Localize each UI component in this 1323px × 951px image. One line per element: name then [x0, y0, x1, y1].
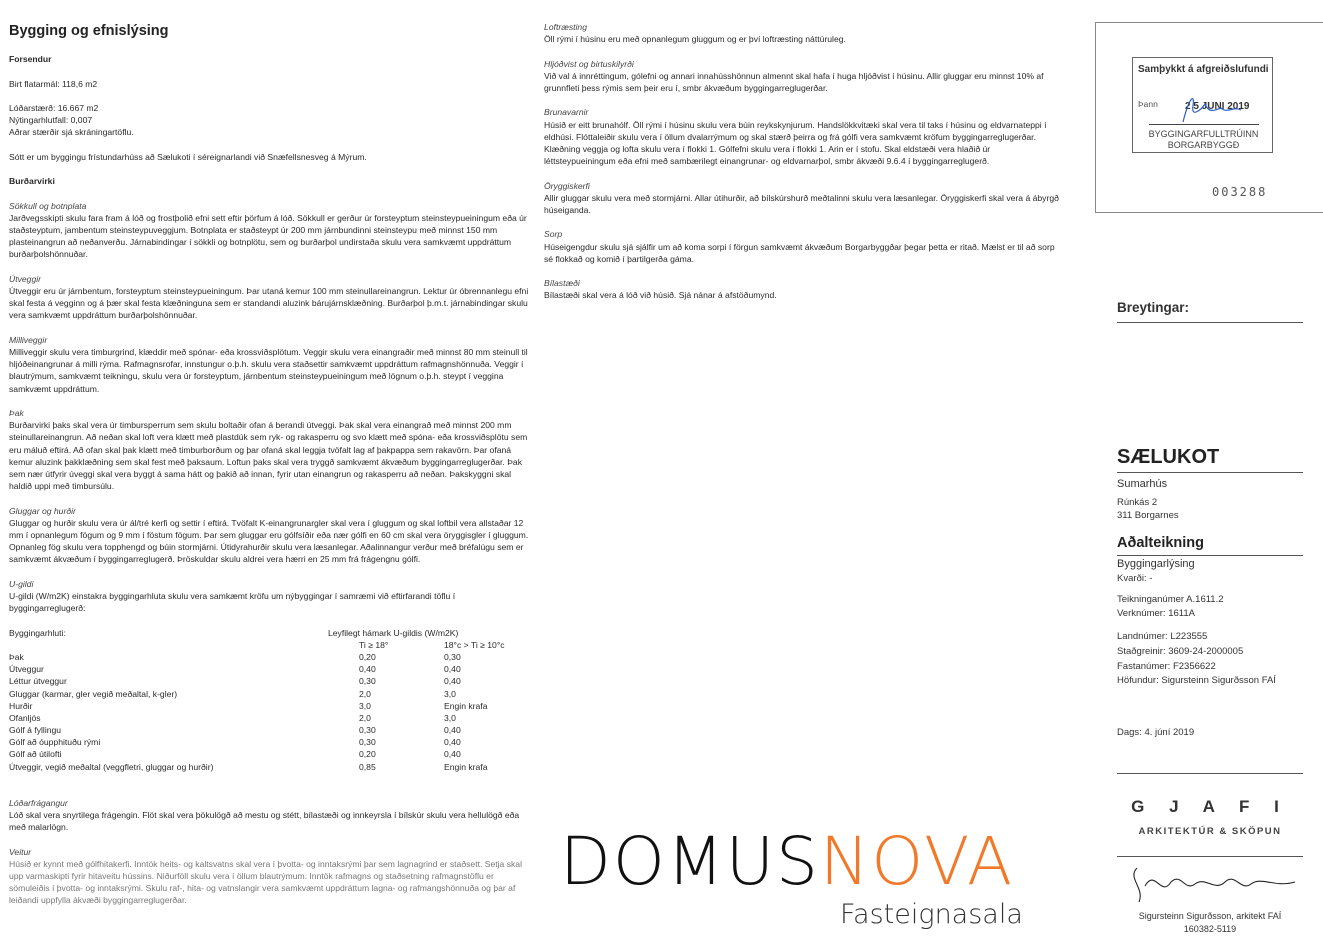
section-text: Gluggar og hurðir skulu vera úr ál/tré kerfi og settir í eftirá. Tvöfalt K-einangrunargler skal vera í gluggum og skal loftbil vera allstaðar 12 mm í opnanlegum fögum og 9 mm í föstum fögum. Þar sem gluggar eru gólfsíðir eða nær gólfi en 60 cm skal vera öryggisgler í gluggum. Opnanleg fög skulu vera topphengd og búin stormjárni. Útidyrahurðir skulu vera læsanlegar. Aðalinnangur verður með bréfalúgu sem er samkvæmt ákvæðum í byggingarreglugerð. Þröskuldar skulu aldrei vera hærri en 25 mm frá frágengnu gólfi. [9, 517, 529, 565]
cell-ti10: 0,40 [444, 676, 461, 687]
section-title: Loftræsting [544, 22, 587, 32]
watermark-nova: NOVA [819, 823, 1015, 900]
section-text: Húseigengdur skulu sjá sjálfir um að koma sorpi í förgun samkvæmt ákvæðum Borgarbyggðar þegar þetta er ritað. Mælst er til að sorp sé flokkað og komið í þartilgerða gáma. [544, 241, 1055, 264]
section-heading-forsendur: Forsendur [9, 54, 52, 65]
table-header [9, 627, 529, 639]
cell-ti18: 0,30 [359, 737, 376, 748]
drawing-numbers [1117, 593, 1224, 620]
forsendur-lines [9, 102, 529, 139]
section-title: Brunavarnir [544, 107, 589, 118]
stamp-thann: Þann [1138, 99, 1158, 109]
cell-component: Gólf að óupphituðu rými [9, 737, 101, 748]
page-title: Bygging og efnislýsing [9, 23, 169, 39]
cell-ti10: 3,0 [444, 688, 456, 699]
cell-component: Útveggir, vegið meðaltal (veggfletri, gluggar og hurðir) [9, 761, 214, 772]
table-subheader [9, 639, 529, 651]
table-body [9, 651, 529, 773]
stamp-date: 2 5 JUNI 2019 [1185, 101, 1250, 112]
project-address [1117, 496, 1179, 522]
author: Höfundur: Sigursteinn Sigurðsson FAÍ [1117, 675, 1276, 687]
architect-signature [1125, 860, 1305, 906]
cell-ti18: 0,20 [359, 749, 376, 760]
section-title: Þak [9, 407, 24, 418]
drawing-subtitle: Byggingarlýsing [1117, 558, 1195, 570]
revisions-heading: Breytingar: [1117, 300, 1190, 315]
section-title: Bílastæði [544, 278, 580, 289]
divider [1117, 322, 1303, 323]
stamp-number: 003288 [1212, 185, 1268, 199]
divider [1117, 555, 1303, 556]
section-title: Sökkull og botnplata [9, 200, 87, 211]
section-text: Allir gluggar skulu vera með stormjárni. Allar útihurðir, að bílskúrshurð meðtalinni skulu vera læsanlegar. Öryggiskerfi skal vera á ábyrgð húseiganda. [544, 192, 1059, 215]
u-value-table [9, 627, 529, 773]
cell-ti18: 0,85 [359, 761, 376, 772]
address-line-1: Rúnkás 2 [1117, 497, 1158, 508]
cell-component: Hurðir [9, 700, 33, 711]
section-title: Gluggar og hurðir [9, 505, 76, 516]
section-text-2: Klæðning veggja og lofta skulu vera í flokki 1. Gólfefni skulu vera í flokki 1. Arin er í stofu. Skal eldstæði vera hlaðið úr léttsteypueiningum eða efni með sambærilegt einangrunar- og eldvarnarþol, smbr ákvæði 9.6.4 í byggingarreglugerð. [544, 144, 991, 167]
section-title: Útveggir [9, 273, 41, 284]
section-bilastaedi [544, 277, 1064, 301]
section-text: Lóð skal vera snyrtilega frágengin. Flöt skal vera þökulögð að mestu og stétt, bílastæði og innkeyrsla í bílskúr skulu vera hellulögð eða með malarlögn. [9, 810, 520, 833]
section-lodarfragangur [9, 797, 529, 834]
application-text: Sótt er um byggingu frístundarhúss að Sælukoti í séreignarlandi við Snæfellsnesveg á Mýrum. [9, 151, 367, 162]
section-title: Hljóðvist og birtuskilyrði [544, 58, 634, 69]
stamp-title: Samþykkt á afgreiðslufundi [1138, 64, 1269, 75]
section-hljodvist [544, 58, 1064, 95]
section-gluggar [9, 505, 529, 566]
cell-ti10: 0,40 [444, 664, 461, 675]
cell-ti18: 3,0 [359, 700, 371, 711]
section-title: Öryggiskerfi [544, 180, 590, 191]
cell-ti18: 0,30 [359, 676, 376, 687]
subheader-ti18: Ti ≥ 18° [359, 639, 389, 650]
cell-component: Ofanljós [9, 712, 41, 723]
section-text: Milliveggir skulu vera timburgrind, klæddir með spónar- eða krossviðsplötum. Veggir skulu vera einangraðir með minnst 80 mm steinull til hljóðeinangrunar á milli rýma. Rafmagnsrofar, innstungur o.þ.h. skulu vera staðsettir samkvæmt uppdráttum rafmagnshönnuða. Veggir í blautrýmum, samkvæmt teikningu, skulu vera úr forsteyptum, járnbentum steinsteypueiningum með lögnum o.þ.h. steypt í veggina samkvæmt uppdráttum. [9, 346, 528, 394]
stamp-line [1149, 124, 1259, 125]
cell-component: Gólf á fyllingu [9, 725, 62, 736]
section-utveggir [9, 273, 529, 322]
location-id: Staðgreinir: 3609-24-2000005 [1117, 645, 1244, 657]
lot-size: Lóðarstærð: 16.667 m2 [9, 102, 99, 113]
firm-tagline: ARKITEKTÚR & SKÖPUN [1138, 826, 1282, 837]
divider [1117, 856, 1303, 857]
left-column [9, 21, 529, 907]
cell-ti18: 0,30 [359, 725, 376, 736]
section-thak [9, 407, 529, 492]
domusnova-watermark [560, 823, 1015, 900]
cell-ti18: 2,0 [359, 712, 371, 723]
stamp-signature [1171, 88, 1251, 126]
drawing-date: Dags: 4. júní 2019 [1117, 727, 1195, 738]
table-row [9, 663, 529, 675]
project-type: Sumarhús [1117, 478, 1168, 490]
cell-component: Þak [9, 651, 24, 662]
other-sizes: Aðrar stærðir sjá skráningartöflu. [9, 127, 134, 138]
section-veitur [9, 846, 529, 907]
property-number: Fastanúmer: F2356622 [1117, 660, 1216, 672]
cell-ti10: Engin krafa [444, 761, 488, 772]
section-title: Milliveggir [9, 334, 48, 345]
section-text: Burðarvirki þaks skal vera úr timbursperrum sem skulu boltaðir ofan á berandi útveggi. Þak skal vera einangrað með minnst 200 mm steinullareinangrun. Að neðan skal loft vera klætt með plastdúk sem ryk- og rakasperru og svo klætt með spóna- eða krossviðsplötu sem eru máluð eftirá. Að ofan skal þak klætt með timburborðum og þar ofaná skal leggja tvöfalt lag af þakpappa sem rakavörn. Þar ofaná kemur aluzink þakklæðning sem skal fest með þaksaum. Loftun þaks skal vera tryggð samkvæmt ákvæðum byggingarreglugerðar. Þak sem nær útfyrir úveggi skal vera byggt á sama hátt og þakið að innan, fyrir utan einangrun og rakasperru að neðan. Þakskyggni skal haldið uppi með timbursúlu. [9, 420, 528, 492]
divider [1117, 472, 1303, 473]
watermark-fasteignasala: Fasteignasala [840, 899, 1023, 930]
address-line-2: 311 Borgarnes [1117, 510, 1179, 521]
middle-column [544, 21, 1064, 302]
cell-component: Gólf að útilofti [9, 749, 62, 760]
cell-ti10: 0,30 [444, 651, 461, 662]
section-text: Húsið er kynnt með gólfhitakerfi. Inntök heits- og kaltsvatns skal vera í þvotta- og inntaksrými þar sem lagnagrind er staðsett. Setja skal upp varmaskipti fyrir hitaveitu hússins. Niðurföll skulu vera í öllum blautrýmum. Inntök rafmagns og staðsetning rafmagnstöflu er sömuleiðis í þvotta- og inntaksrými. Skulu raf-, hita- og vatnslangir vera samkvæmt uppdráttum lagna- og rafmangshönnuða og þar af leiðandi uppfylla ákvæði byggingarreglugerðar. [9, 858, 522, 906]
section-sorp [544, 228, 1064, 265]
cell-component: Útveggur [9, 664, 44, 675]
subheader-ti10: 18°c > Ti ≥ 10°c [444, 639, 505, 650]
cell-ti10: 0,40 [444, 737, 461, 748]
signer-id: 160382-5119 [1183, 924, 1237, 934]
cell-component: Léttur útveggur [9, 676, 67, 687]
section-text: Jarðvegsskipti skulu fara fram á lóð og frostþolið efni sett eftir þörfum á lóð. Sökkull er gerður úr forsteyptum steinsteypueiningum eða úr staðsteyptum, jambentum steinsteypuveggjum. Botnplata er staðsteypt úr 200 mm járnbundinni steinsteypu með minnst 150 mm plasteinangrun að neðanverðu. Járnabindingar í sökkli og botnplötu, sem og burðarþol undirstaða skulu vera samkvæmt uppdráttum burðarþolshönnuðar. [9, 212, 527, 260]
utilization-ratio: Nýtingarhlutfall: 0,007 [9, 115, 93, 126]
cell-ti18: 0,40 [359, 664, 376, 675]
signer-name: Sigursteinn Sigurðsson, arkitekt FAÍ [1138, 911, 1282, 921]
table-row [9, 736, 529, 748]
header-max-u: Leyfilegt hámark U-gildis (W/m2K) [328, 627, 459, 638]
watermark-domus: DOMUS [560, 823, 820, 900]
cell-ti18: 0,20 [359, 651, 376, 662]
project-name: SÆLUKOT [1117, 446, 1220, 468]
section-heading-burdarvirki: Burðarvirki [9, 176, 55, 187]
table-row [9, 675, 529, 687]
section-text: Bílastæði skal vera á lóð við húsið. Sjá nánar á afstöðumynd. [544, 290, 777, 301]
firm-logo: G J A F I [1131, 797, 1289, 816]
section-brunavarnir [544, 106, 1064, 167]
cell-ti10: 0,40 [444, 725, 461, 736]
header-component: Byggingarhluti: [9, 627, 66, 638]
table-row [9, 688, 529, 700]
section-title: Sorp [544, 229, 563, 240]
section-u-gildi [9, 578, 529, 615]
table-row [9, 748, 529, 760]
section-text: Við val á innréttingum, gólefni og annari innahússhönnun almennt skal hafa í huga hljóðvist í húsinu. Allir gluggar eru minnst 10% af grunnfleti þess rýmis sem þeir eru í, smbr ákvæðum byggingarreglugerðar. [544, 70, 1044, 93]
property-info [1117, 630, 1276, 689]
section-text: Öll rými í húsinu eru með opnanlegum gluggum og er því loftræsting náttúruleg. [544, 34, 846, 45]
section-text: Húsið er eitt brunahólf. Öll rými í húsinu skulu vera búin reykskynjurum. Handslökkvitæki skal vera til taks í húsinu og eldvarnateppi í eldhúsi. Flóttaleiðir skulu vera í öllum dvalarrýmum og skal stærð þeirra og frá gólfi vera samkvæmt kröfum byggingarreglugerðar. [544, 119, 1047, 142]
cell-ti10: Engin krafa [444, 700, 488, 711]
table-row [9, 724, 529, 736]
stamp-office-1: BYGGINGARFULLTRÚINN [1148, 129, 1259, 139]
signer-block [1117, 910, 1303, 936]
section-oryggiskerfi [544, 180, 1064, 217]
cell-component: Gluggar (karmar, gler vegið meðaltal, k-gler) [9, 688, 178, 699]
section-title: Veitur [9, 846, 32, 857]
table-row [9, 712, 529, 724]
cell-ti18: 2,0 [359, 688, 371, 699]
section-title: U-gildi [9, 578, 34, 589]
table-row [9, 761, 529, 773]
table-row [9, 700, 529, 712]
section-text: U-gildi (W/m2K) einstakra byggingarhluta skulu vera samkæmt kröfu um nýbyggingar í samræmi við eftirfarandi töflu í byggingarreglugerð: [9, 590, 456, 614]
land-number: Landnúmer: L223555 [1117, 631, 1208, 642]
drawing-title: Aðalteikning [1117, 535, 1205, 551]
section-milliveggir [9, 334, 529, 395]
drawing-number: Teikninganúmer A.1611.2 [1117, 594, 1224, 605]
cell-ti10: 3,0 [444, 712, 456, 723]
stamp-office [1133, 129, 1274, 151]
job-number: Verknúmer: 1611A [1117, 607, 1195, 619]
stamp-office-2: BORGARBYGGÐ [1167, 140, 1240, 150]
scale: Kvarði: - [1117, 573, 1153, 584]
divider [1117, 773, 1303, 774]
table-row [9, 651, 529, 663]
floor-area: Birt flatarmál: 118,6 m2 [9, 78, 98, 89]
approval-stamp [1132, 57, 1273, 153]
section-sokkull [9, 200, 529, 261]
section-text: Útveggir eru úr járnbentum, forsteyptum steinsteypueiningum. Þar utaná kemur 100 mm steinullareinangrun. Lektur úr óbrennanlegu efni skal festa á vegginn og á þær skal festa klæðninguna sem er standandi aluzink bárujárnsklæðning. Burðarþol þ.m.t. járnabindingar skulu vera samkvæmt uppdráttum burðarþolshönnuðar. [9, 285, 529, 321]
section-loftraesting [544, 21, 1064, 45]
section-title: Lóðarfrágangur [9, 797, 68, 808]
cell-ti10: 0,40 [444, 749, 461, 760]
